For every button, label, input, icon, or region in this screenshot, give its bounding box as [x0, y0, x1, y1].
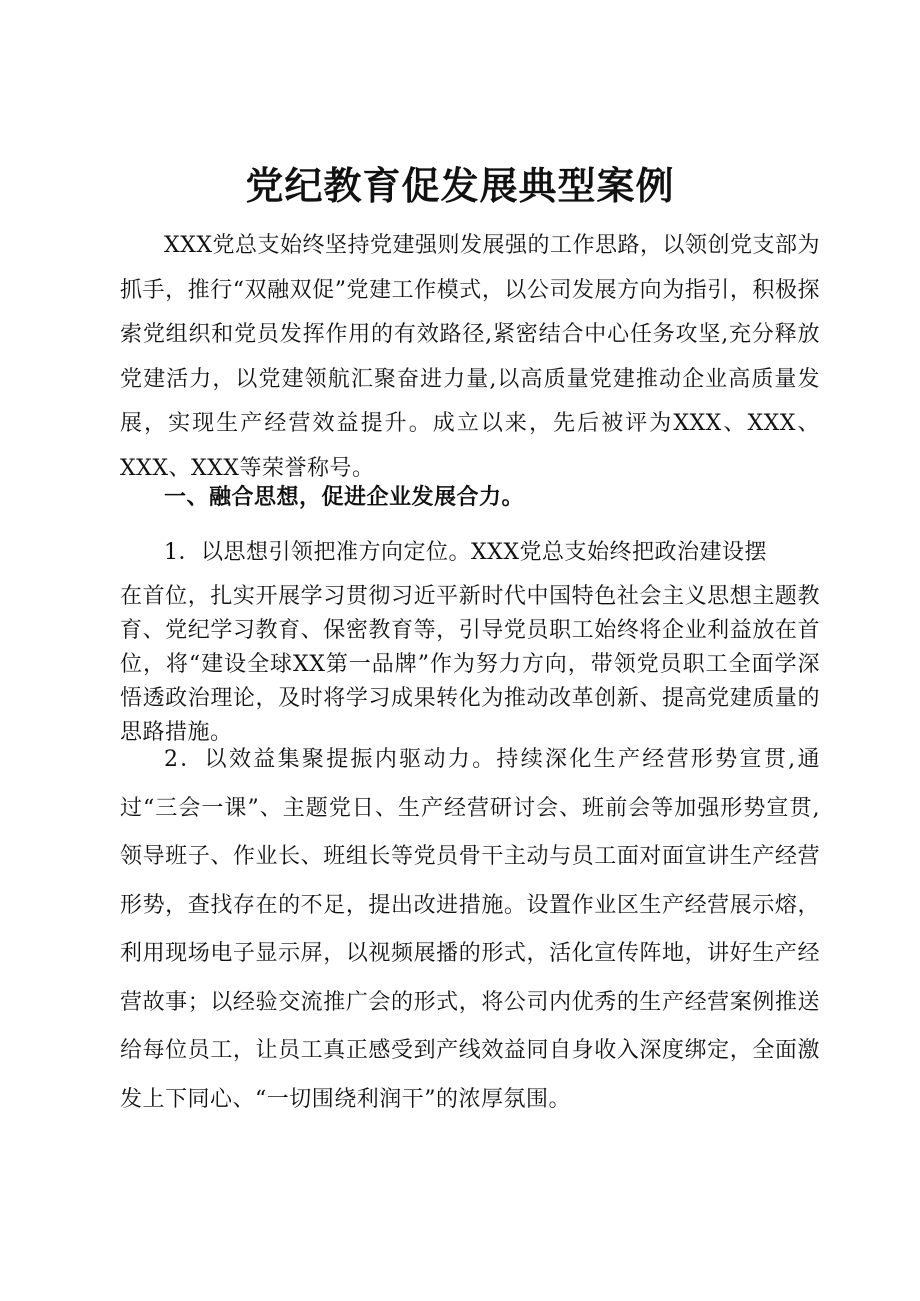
intro-paragraph: XXX党总支始终坚持党建强则发展强的工作思路，以领创党支部为抓手，推行“双融双促”党建工作模式，以公司发展方向为指引，积极探索党组织和党员发挥作用的有效路径,紧密结合中心任务攻坚,充分释放党建活力，以党建领航汇聚奋进力量,以高质量党建推动企业高质量发展，实现生产经营效益提升。成立以来，先后被评为XXX、XXX、XXX、XXX等荣誉称号。: [120, 233, 820, 481]
item-1-lead: 1．以思想引领把准方向定位。XXX党总支始终把政治建设摆: [164, 540, 767, 565]
item-2-paragraph: 2．以效益集聚提振内驱动力。持续深化生产经营形势宣贯,通过“三会一课”、主题党日、生产经营研讨会、班前会等加强形势宣贯,领导班子、作业长、班组长等党员骨干主动与员工面对面宣讲生产经营形势，查找存在的不足，提出改进措施。设置作业区生产经营展示熔，利用现场电子显示屏，以视频展播的形式，活化宣传阵地，讲好生产经营故事；以经验交流推广会的形式，将公司内优秀的生产经营案例推送给每位员工，让员工真正感受到产线效益同自身收入深度绑定，全面激发上下同心、“一切围绕利润干”的浓厚氛围。: [120, 747, 820, 1112]
document-title: 党纪教育促发展典型案例: [245, 164, 675, 208]
section-heading-1: 一、融合思想，促进企业发展合力。: [164, 485, 525, 510]
item-1-body: 在首位，扎实开展学习贯彻习近平新时代中国特色社会主义思想主题教育、党纪学习教育、保密教育等，引导党员职工始终将企业利益放在首位，将“建设全球XX第一品牌”作为努力方向，带领党员职工全面学深悟透政治理论，及时将学习成果转化为推动改革创新、提高党建质量的思路措施。: [120, 584, 820, 745]
